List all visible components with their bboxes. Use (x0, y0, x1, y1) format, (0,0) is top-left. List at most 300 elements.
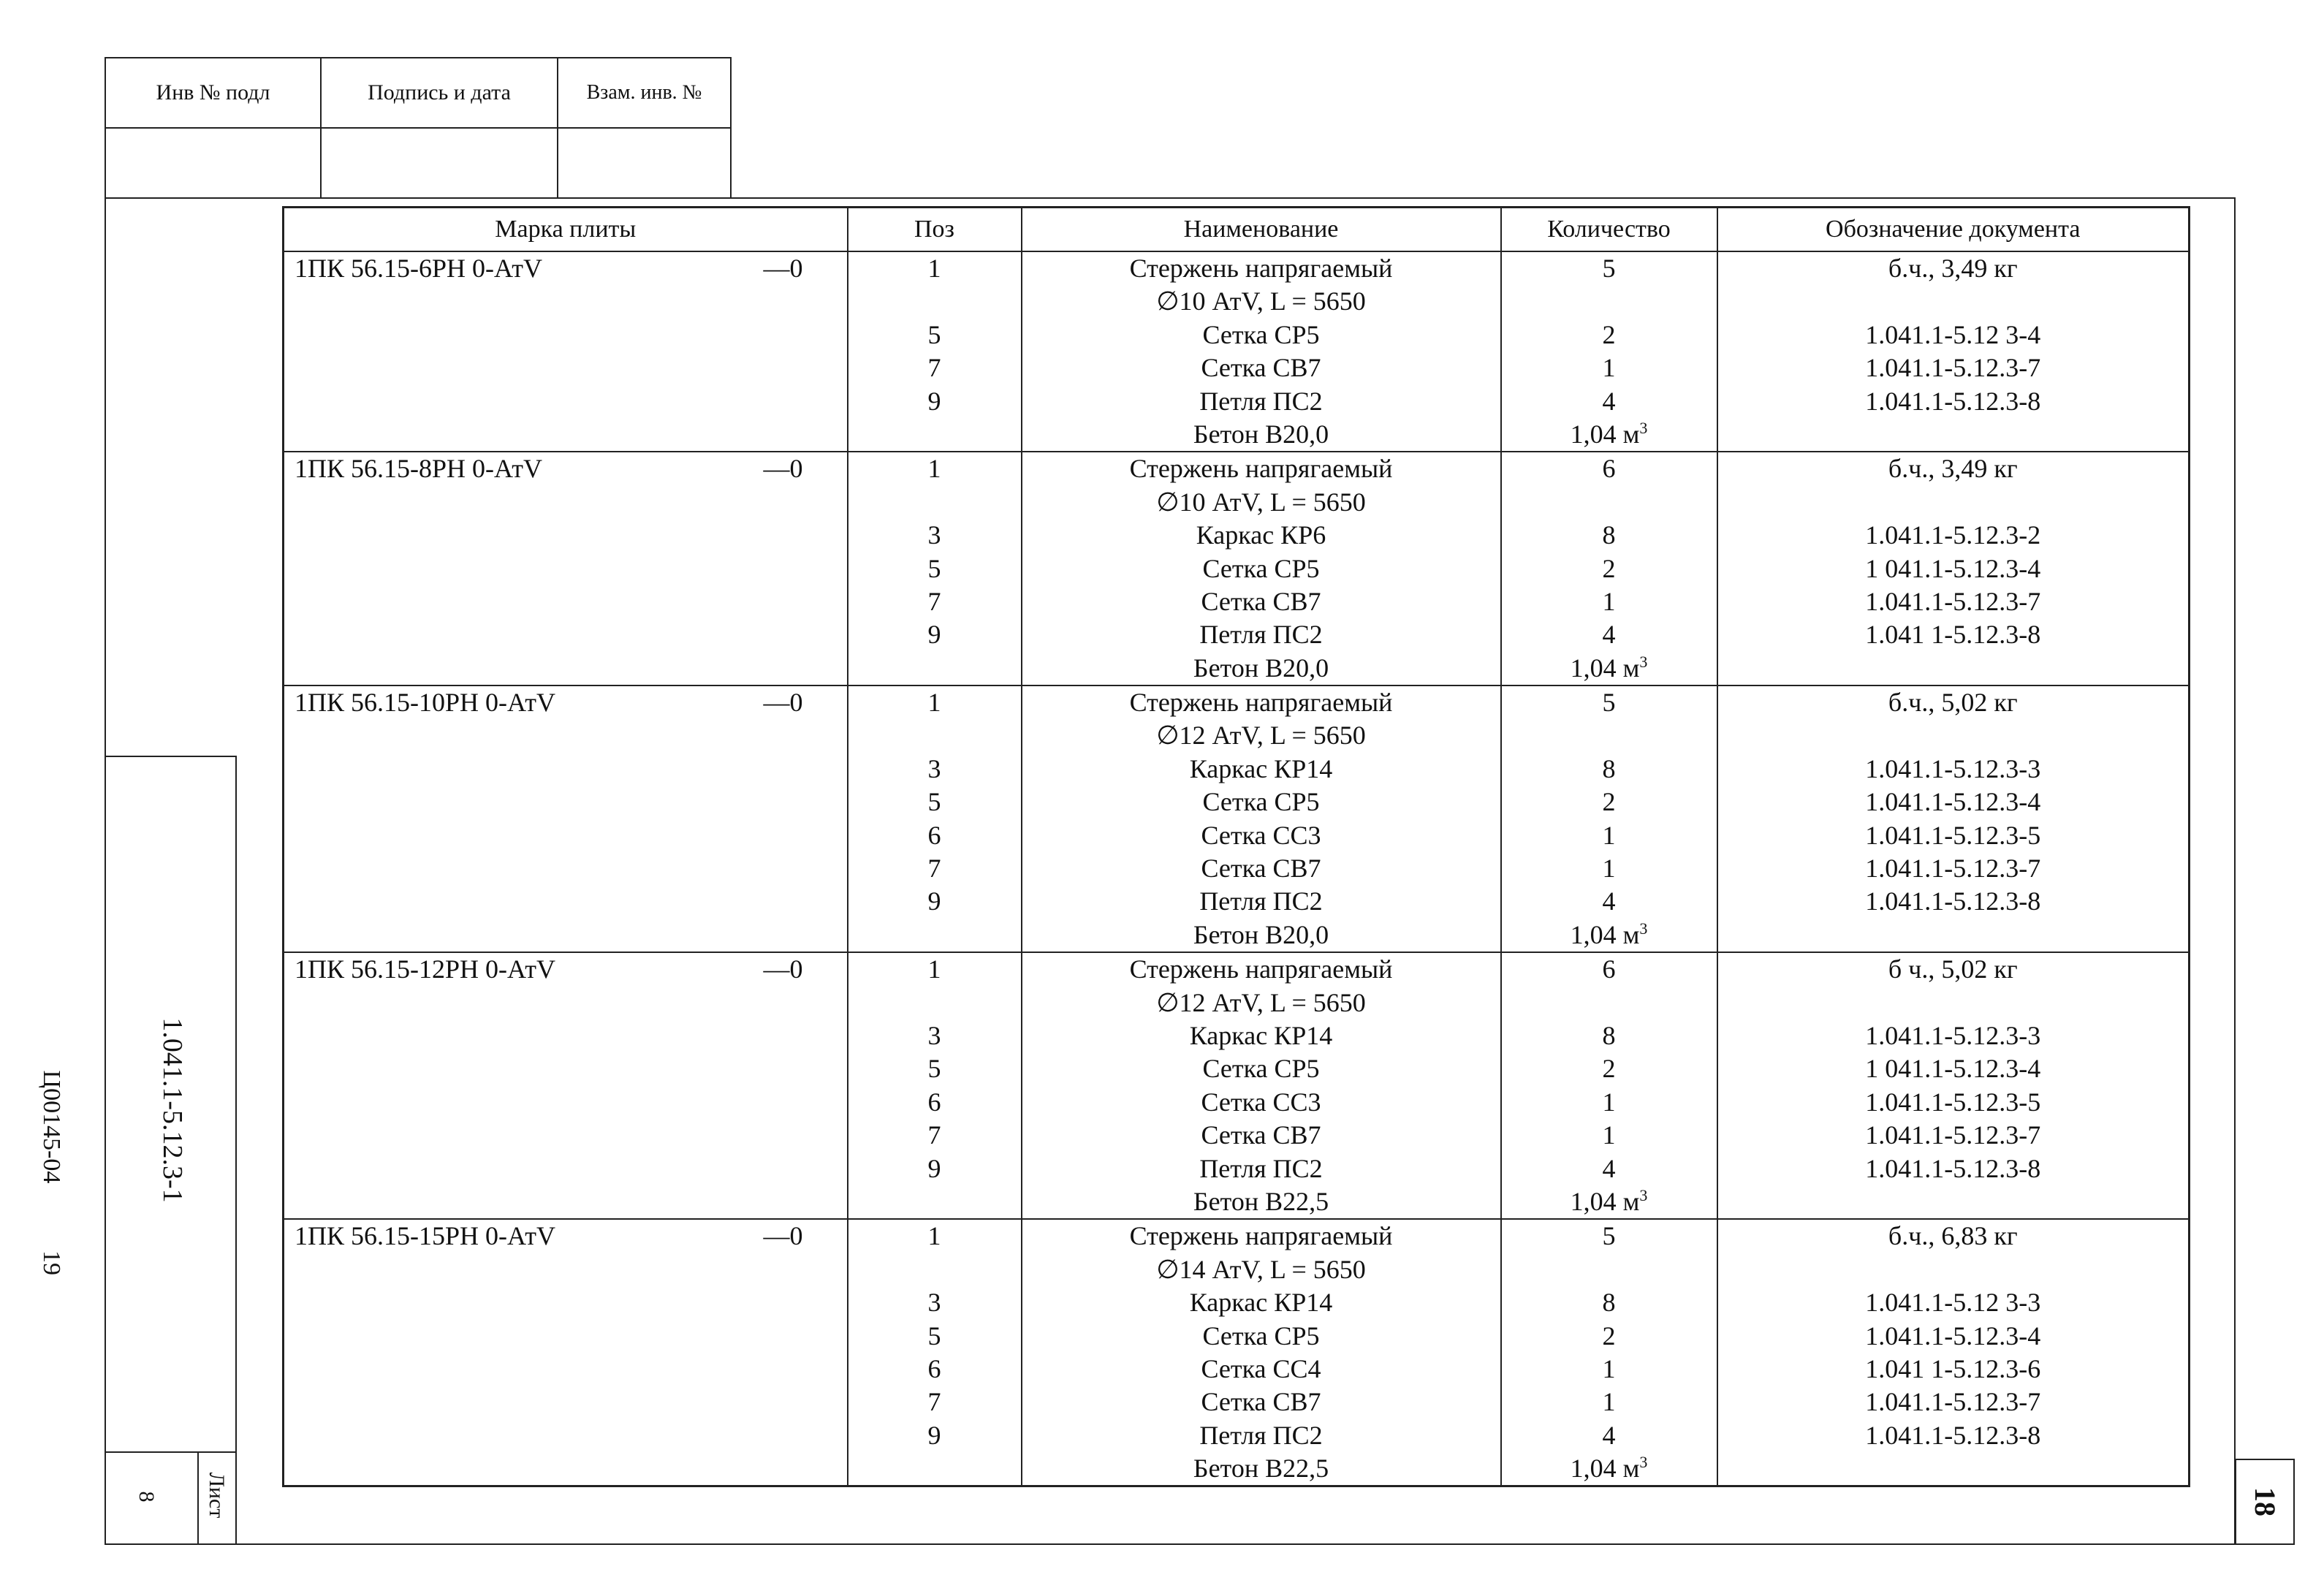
qty-line (1502, 385, 1717, 418)
name-text: Сетка СВ7 (1201, 353, 1321, 383)
pos-text: 3 (927, 1288, 941, 1318)
archive-code: Ц00145-04 (38, 1070, 65, 1184)
pos-text: 9 (927, 386, 941, 416)
name-text: Бетон В20,0 (1193, 419, 1329, 449)
qty-line (1502, 919, 1717, 952)
doc-line (1718, 1119, 2189, 1152)
qty-line (1502, 652, 1717, 685)
plate-mark-suffix: —0 (763, 254, 803, 283)
qty-text: 2 (1602, 1054, 1616, 1084)
plate-mark: 1ПК 56.15-15РН 0-АтV (295, 1221, 555, 1251)
doc-text: 1 041.1-5.12.3-4 (1865, 553, 2041, 583)
name-text: Бетон В20,0 (1193, 653, 1329, 683)
header-pos: Поз (848, 208, 1022, 252)
qty-unit-exponent: 3 (1639, 418, 1648, 437)
name-line (1022, 1119, 1500, 1152)
pos-line (848, 686, 1021, 719)
name-line (1022, 1086, 1500, 1119)
doc-line (1718, 1320, 2189, 1353)
name-text: Стержень напрягаемый (1129, 254, 1393, 283)
qty-text: 4 (1602, 620, 1616, 650)
qty-text: 4 (1602, 1420, 1616, 1450)
qty-text: 1 (1602, 586, 1616, 616)
plate-mark: 1ПК 56.15-8РН 0-АтV (295, 454, 542, 484)
pos-line (848, 1353, 1021, 1386)
cell-name (1022, 1219, 1501, 1486)
doc-line (1718, 486, 2189, 519)
qty-line (1502, 285, 1717, 318)
qty-line (1502, 1253, 1717, 1286)
doc-text: 1.041 1-5.12.3-8 (1865, 620, 2041, 650)
pos-line (848, 1220, 1021, 1253)
name-text: Бетон В22,5 (1193, 1454, 1329, 1484)
name-line (1022, 552, 1500, 585)
pos-line (848, 1253, 1021, 1286)
pos-line (848, 953, 1021, 986)
name-line (1022, 1019, 1500, 1052)
pos-line (848, 919, 1021, 952)
qty-text: 1 (1602, 353, 1616, 383)
name-line (1022, 919, 1500, 952)
name-line (1022, 252, 1500, 285)
name-text: Сетка СР5 (1202, 553, 1320, 583)
pos-line (848, 885, 1021, 918)
header-doc: Обозначение документа (1717, 208, 2190, 252)
doc-text: 1.041.1-5.12.3-8 (1865, 386, 2041, 416)
qty-text: 8 (1602, 753, 1616, 783)
plate-mark: 1ПК 56.15-10РН 0-АтV (295, 688, 555, 718)
pos-line (848, 552, 1021, 585)
pos-text: 7 (927, 1387, 941, 1417)
name-text: Сетка СС3 (1201, 1087, 1321, 1117)
qty-text: 4 (1602, 1153, 1616, 1183)
qty-line (1502, 1386, 1717, 1418)
name-line (1022, 686, 1500, 719)
qty-line (1502, 953, 1717, 986)
name-text: ∅10 АтV, L = 5650 (1156, 487, 1366, 517)
name-text: ∅10 АтV, L = 5650 (1156, 286, 1366, 316)
name-text: Петля ПС2 (1199, 1153, 1323, 1183)
doc-line (1718, 1452, 2189, 1485)
pos-line (848, 385, 1021, 418)
pos-text: 1 (927, 454, 941, 484)
doc-line (1718, 285, 2189, 318)
doc-line (1718, 1220, 2189, 1253)
pos-line (848, 252, 1021, 285)
doc-line (1718, 1052, 2189, 1085)
doc-text: 1.041.1-5.12.3-7 (1865, 854, 2041, 884)
plate-mark: 1ПК 56.15-12РН 0-АтV (295, 954, 555, 984)
name-line (1022, 452, 1500, 485)
pos-text: 3 (927, 1020, 941, 1050)
name-text: ∅14 АтV, L = 5650 (1156, 1254, 1366, 1284)
cell-name (1022, 452, 1501, 685)
qty-text: 4 (1602, 886, 1616, 916)
qty-line (1502, 1086, 1717, 1119)
name-text: Петля ПС2 (1199, 386, 1323, 416)
plate-mark-suffix: —0 (763, 954, 803, 984)
qty-text: 6 (1602, 954, 1616, 984)
name-text: Сетка СР5 (1202, 319, 1320, 349)
qty-line (1502, 486, 1717, 519)
doc-text: б.ч., 6,83 кг (1888, 1221, 2018, 1251)
qty-line (1502, 352, 1717, 384)
name-line (1022, 852, 1500, 885)
name-line (1022, 652, 1500, 685)
pos-text: 7 (927, 353, 941, 383)
name-line (1022, 385, 1500, 418)
doc-text: 1.041.1-5.12.3-7 (1865, 353, 2041, 383)
qty-line (1502, 753, 1717, 786)
name-line (1022, 987, 1500, 1019)
doc-text: б.ч., 3,49 кг (1888, 454, 2018, 484)
name-line (1022, 618, 1500, 651)
pos-text: 9 (927, 620, 941, 650)
name-text: Сетка СС3 (1201, 820, 1321, 850)
pos-text: 5 (927, 1054, 941, 1084)
doc-line (1718, 786, 2189, 819)
pos-text: 7 (927, 1120, 941, 1150)
doc-line (1718, 1253, 2189, 1286)
name-line (1022, 352, 1500, 384)
name-line (1022, 819, 1500, 852)
name-line (1022, 418, 1500, 451)
pos-text: 9 (927, 1153, 941, 1183)
pos-line (848, 1152, 1021, 1185)
pos-line (848, 719, 1021, 752)
sheet-number: 8 (134, 1491, 159, 1503)
pos-line (848, 819, 1021, 852)
table-row (284, 452, 2190, 685)
cell-qty (1501, 952, 1717, 1219)
qty-text: 1,04 м (1570, 919, 1640, 949)
pos-text: 1 (927, 254, 941, 283)
qty-line (1502, 1452, 1717, 1485)
name-text: Петля ПС2 (1199, 620, 1323, 650)
qty-unit-exponent: 3 (1639, 652, 1648, 671)
qty-line (1502, 885, 1717, 918)
doc-line (1718, 719, 2189, 752)
plate-mark: 1ПК 56.15-6РН 0-АтV (295, 254, 542, 283)
cell-pos (848, 251, 1022, 452)
pos-line (848, 319, 1021, 352)
pos-line (848, 786, 1021, 819)
name-line (1022, 285, 1500, 318)
pos-text: 6 (927, 1087, 941, 1117)
name-text: Стержень напрягаемый (1129, 954, 1393, 984)
qty-text: 1,04 м (1570, 419, 1640, 449)
name-text: Сетка СВ7 (1201, 1120, 1321, 1150)
qty-text: 2 (1602, 553, 1616, 583)
qty-text: 1 (1602, 820, 1616, 850)
cell-pos (848, 685, 1022, 952)
header-mark: Марка плиты (284, 208, 848, 252)
cell-doc (1717, 685, 2190, 952)
name-line (1022, 1452, 1500, 1485)
doc-line (1718, 953, 2189, 986)
name-line (1022, 1253, 1500, 1286)
qty-text: 1 (1602, 1087, 1616, 1117)
qty-line (1502, 719, 1717, 752)
doc-text: 1 041.1-5.12.3-4 (1865, 1054, 2041, 1084)
cell-name (1022, 685, 1501, 952)
doc-text: б.ч., 5,02 кг (1888, 688, 2018, 718)
pos-text: 7 (927, 586, 941, 616)
qty-text: 5 (1602, 1221, 1616, 1251)
doc-line (1718, 552, 2189, 585)
qty-text: 8 (1602, 520, 1616, 550)
pos-line (848, 1052, 1021, 1085)
name-line (1022, 786, 1500, 819)
name-text: Стержень напрягаемый (1129, 454, 1393, 484)
cell-name (1022, 251, 1501, 452)
pos-text: 1 (927, 954, 941, 984)
qty-text: 8 (1602, 1020, 1616, 1050)
name-text: Сетка СР5 (1202, 1054, 1320, 1084)
name-text: Сетка СВ7 (1201, 586, 1321, 616)
doc-text: 1.041.1-5.12.3-5 (1865, 820, 2041, 850)
qty-line (1502, 852, 1717, 885)
qty-text: 1 (1602, 1353, 1616, 1383)
pos-line (848, 418, 1021, 451)
qty-text: 5 (1602, 254, 1616, 283)
doc-text: 1.041.1-5.12.3-2 (1865, 520, 2041, 550)
qty-text: 8 (1602, 1288, 1616, 1318)
name-line (1022, 486, 1500, 519)
archive-page: 19 (38, 1250, 65, 1275)
pos-text: 9 (927, 886, 941, 916)
doc-line (1718, 753, 2189, 786)
qty-unit-exponent: 3 (1639, 1185, 1648, 1204)
doc-text: 1.041.1-5.12.3-7 (1865, 586, 2041, 616)
pos-text: 5 (927, 787, 941, 817)
table-row (284, 952, 2190, 1219)
cell-mark (284, 685, 848, 952)
pos-text: 1 (927, 688, 941, 718)
name-line (1022, 1152, 1500, 1185)
name-line (1022, 885, 1500, 918)
qty-line (1502, 1152, 1717, 1185)
table-row (284, 685, 2190, 952)
qty-line (1502, 1353, 1717, 1386)
pos-line (848, 452, 1021, 485)
doc-line (1718, 652, 2189, 685)
doc-text: 1.041.1-5.12 3-4 (1865, 319, 2041, 349)
name-text: Каркас КР14 (1189, 1288, 1333, 1318)
qty-line (1502, 1185, 1717, 1218)
doc-text: 1.041 1-5.12.3-6 (1865, 1353, 2041, 1383)
name-text: Бетон В22,5 (1193, 1186, 1329, 1216)
qty-unit-exponent: 3 (1639, 919, 1648, 938)
qty-text: 1,04 м (1570, 1186, 1640, 1216)
doc-text: б.ч., 3,49 кг (1888, 254, 2018, 283)
stamp-vzam-inv: Взам. инв. № (586, 81, 702, 104)
doc-line (1718, 1019, 2189, 1052)
doc-line (1718, 852, 2189, 885)
pos-line (848, 1386, 1021, 1418)
cell-name (1022, 952, 1501, 1219)
name-text: ∅12 АтV, L = 5650 (1156, 987, 1366, 1017)
pos-line (848, 285, 1021, 318)
doc-line (1718, 352, 2189, 384)
qty-line (1502, 1220, 1717, 1253)
doc-line (1718, 686, 2189, 719)
qty-line (1502, 1019, 1717, 1052)
qty-text: 1 (1602, 1120, 1616, 1150)
doc-text: 1.041.1-5.12 3-3 (1865, 1288, 2041, 1318)
qty-line (1502, 786, 1717, 819)
pos-text: 7 (927, 854, 941, 884)
sheet-label: Лист (205, 1472, 229, 1519)
name-line (1022, 1353, 1500, 1386)
pos-text: 5 (927, 1321, 941, 1351)
cell-pos (848, 452, 1022, 685)
pos-text: 1 (927, 1221, 941, 1251)
doc-line (1718, 919, 2189, 952)
doc-line (1718, 1386, 2189, 1418)
doc-line (1718, 1353, 2189, 1386)
pos-line (848, 519, 1021, 552)
name-line (1022, 1220, 1500, 1253)
cell-qty (1501, 1219, 1717, 1486)
name-line (1022, 519, 1500, 552)
pos-line (848, 1452, 1021, 1485)
name-line (1022, 1052, 1500, 1085)
plate-mark-suffix: —0 (763, 1221, 803, 1251)
qty-text: 2 (1602, 1321, 1616, 1351)
qty-line (1502, 585, 1717, 618)
cell-pos (848, 1219, 1022, 1486)
qty-line (1502, 1286, 1717, 1319)
pos-line (848, 1019, 1021, 1052)
specification-table (282, 206, 2190, 1487)
pos-line (848, 987, 1021, 1019)
qty-line (1502, 686, 1717, 719)
qty-text: 1 (1602, 1387, 1616, 1417)
pos-line (848, 852, 1021, 885)
qty-line (1502, 418, 1717, 451)
doc-line (1718, 1185, 2189, 1218)
page-number: 18 (2249, 1487, 2282, 1516)
qty-text: 2 (1602, 319, 1616, 349)
name-text: Каркас КР14 (1189, 1020, 1333, 1050)
pos-text: 6 (927, 820, 941, 850)
qty-text: 1,04 м (1570, 1454, 1640, 1484)
qty-line (1502, 252, 1717, 285)
header-name: Наименование (1022, 208, 1501, 252)
name-text: Сетка СС4 (1201, 1353, 1321, 1383)
qty-line (1502, 1419, 1717, 1452)
name-line (1022, 1419, 1500, 1452)
cell-doc (1717, 1219, 2190, 1486)
pos-text: 3 (927, 753, 941, 783)
name-line (1022, 1386, 1500, 1418)
doc-text: 1.041.1-5.12.3-7 (1865, 1387, 2041, 1417)
doc-text: б ч., 5,02 кг (1888, 954, 2018, 984)
name-text: Петля ПС2 (1199, 886, 1323, 916)
cell-mark (284, 452, 848, 685)
qty-text: 4 (1602, 386, 1616, 416)
pos-line (848, 753, 1021, 786)
doc-line (1718, 385, 2189, 418)
doc-line (1718, 585, 2189, 618)
qty-text: 5 (1602, 688, 1616, 718)
qty-line (1502, 819, 1717, 852)
name-line (1022, 719, 1500, 752)
pos-line (848, 618, 1021, 651)
pos-line (848, 1086, 1021, 1119)
name-line (1022, 953, 1500, 986)
name-line (1022, 585, 1500, 618)
name-line (1022, 753, 1500, 786)
qty-line (1502, 1320, 1717, 1353)
pos-line (848, 486, 1021, 519)
cell-doc (1717, 952, 2190, 1219)
cell-qty (1501, 452, 1717, 685)
qty-line (1502, 519, 1717, 552)
name-text: Стержень напрягаемый (1129, 688, 1393, 718)
qty-text: 6 (1602, 454, 1616, 484)
doc-line (1718, 252, 2189, 285)
qty-line (1502, 1119, 1717, 1152)
cell-doc (1717, 452, 2190, 685)
cell-qty (1501, 251, 1717, 452)
name-text: Сетка СР5 (1202, 787, 1320, 817)
cell-pos (848, 952, 1022, 1219)
name-text: Сетка СР5 (1202, 1321, 1320, 1351)
pos-line (848, 652, 1021, 685)
doc-line (1718, 1086, 2189, 1119)
name-text: Сетка СВ7 (1201, 854, 1321, 884)
pos-text: 5 (927, 319, 941, 349)
side-doc-code: 1.041.1-5.12.3-1 (157, 1017, 188, 1203)
name-text: Петля ПС2 (1199, 1420, 1323, 1450)
name-text: Бетон В20,0 (1193, 919, 1329, 949)
cell-doc (1717, 251, 2190, 452)
name-line (1022, 319, 1500, 352)
stamp-podpis-data: Подпись и дата (368, 80, 511, 105)
doc-line (1718, 519, 2189, 552)
doc-line (1718, 452, 2189, 485)
doc-text: 1.041.1-5.12.3-5 (1865, 1087, 2041, 1117)
header-qty: Количество (1501, 208, 1717, 252)
qty-text: 1 (1602, 854, 1616, 884)
table-header-row (284, 208, 2190, 252)
doc-line (1718, 1286, 2189, 1319)
name-text: ∅12 АтV, L = 5650 (1156, 721, 1366, 751)
pos-line (848, 1320, 1021, 1353)
qty-line (1502, 987, 1717, 1019)
cell-mark (284, 251, 848, 452)
pos-line (848, 1119, 1021, 1152)
doc-text: 1.041.1-5.12.3-4 (1865, 1321, 2041, 1351)
qty-text: 1,04 м (1570, 653, 1640, 683)
plate-mark-suffix: —0 (763, 454, 803, 484)
doc-line (1718, 319, 2189, 352)
stamp-inv-podl: Инв № подл (156, 80, 270, 105)
name-text: Стержень напрягаемый (1129, 1221, 1393, 1251)
pos-line (848, 1185, 1021, 1218)
qty-line (1502, 1052, 1717, 1085)
name-text: Каркас КР14 (1189, 753, 1333, 783)
qty-text: 2 (1602, 787, 1616, 817)
cell-mark (284, 952, 848, 1219)
doc-text: 1.041.1-5.12.3-8 (1865, 1153, 2041, 1183)
doc-text: 1.041.1-5.12.3-3 (1865, 753, 2041, 783)
doc-line (1718, 418, 2189, 451)
name-line (1022, 1286, 1500, 1319)
pos-line (848, 585, 1021, 618)
